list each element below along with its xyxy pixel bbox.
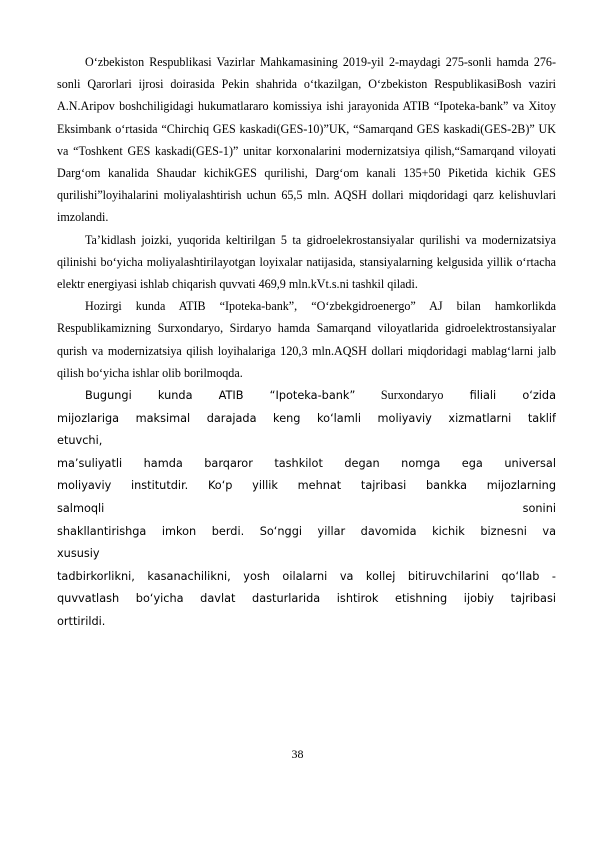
text-span: filiali o‘zida xyxy=(443,389,556,403)
text-line: tadbirkorlikni, kasanachilikni, yosh oilalarni va kollej bitiruvchilarini qo‘llab - xyxy=(57,569,556,583)
text-line: mijozlariga maksimal darajada keng ko‘lamli moliyaviy xizmatlarni taklif xyxy=(57,411,556,425)
page-number: 38 xyxy=(291,747,304,761)
paragraph-loan-agreements: O‘zbekiston Respublikasi Vazirlar Mahkamasining 2019-yil 2-maydagi 275-sonli hamda 276-sonli Qarorlari ijrosi doirasida Pekin shahrida o‘tkazilgan, O‘zbekiston RespublikasiBosh vaziri A.N.Aripov boshchiligidagi hukumatlararo komissiya ishi jarayonida ATIB “Ipoteka-bank” va Xitoy Eksimbank o‘rtasida “Chirchiq GES kaskadi(GES-10)”UK, “Samarqand GES kaskadi(GES-2B)” UK va “Toshkent GES kaskadi(GES-1)” unitar korxonalarini modernizatsiya qilish,“Samarqand viloyati Darg‘om kanalida Shaudar kichikGES qurilishi, Darg‘om kanali 135+50 Piketida kichik GES qurilishi”loyihalarini moliyalashtirish uchun 65,5 mln. AQSH dollari miqdoridagi qarz kelishuvlari imzolandi. xyxy=(57,55,556,225)
text-line: orttirildi. xyxy=(57,614,106,628)
text-line: salmoqli sonini xyxy=(57,502,556,516)
text-line: moliyaviy institutdir. Ko‘p yillik mehnat tajribasi bankka mijozlarning xyxy=(57,479,556,493)
text-line: quvvatlash bo‘yicha davlat dasturlarida ishtirok etishning ijobiy tajribasi xyxy=(57,592,556,606)
text-line: xususiy xyxy=(57,547,100,561)
text-line: ma’suliyatli hamda barqaror tashkilot degan nomga ega universal xyxy=(57,456,556,470)
text-line: etuvchi, xyxy=(57,434,103,448)
text-line: shakllantirishga imkon berdi. So‘nggi yillar davomida kichik biznesni va xyxy=(57,524,556,538)
text-span-serif: Surxondaryo xyxy=(355,388,444,403)
paragraph-hydro-capacity: Ta’kidlash joizki, yuqorida keltirilgan 5 ta gidroelekrostansiyalar qurilishi va modernizatsiya qilinishi bo‘yicha moliyalashtirilayotgan loyixalar natijasida, stansiyalarning kelgusida yillik o‘rtacha elektr energiyasi ishlab chiqarish quvvati 469,9 mln.kVt.s.ni tashkil qiladi. xyxy=(57,232,556,292)
text-span: Bugungi kunda ATIB “Ipoteka-bank” xyxy=(85,389,356,403)
text-line xyxy=(57,384,556,408)
paragraph-bank-description xyxy=(57,384,556,634)
page-content xyxy=(57,51,556,634)
paragraph-current-projects: Hozirgi kunda ATIB “Ipoteka-bank”, “O‘zbekgidroenergo” AJ bilan hamkorlikda Respublikamizning Surxondaryo, Sirdaryo hamda Samarqand viloyatlarida gidroelektrostansiyalar qurish va modernizatsiya qilish loyihalariga 120,3 mln.AQSH dollari miqdoridagi mablag‘larni jalb qilish bo‘yicha ishlar olib borilmoqda. xyxy=(57,299,556,380)
